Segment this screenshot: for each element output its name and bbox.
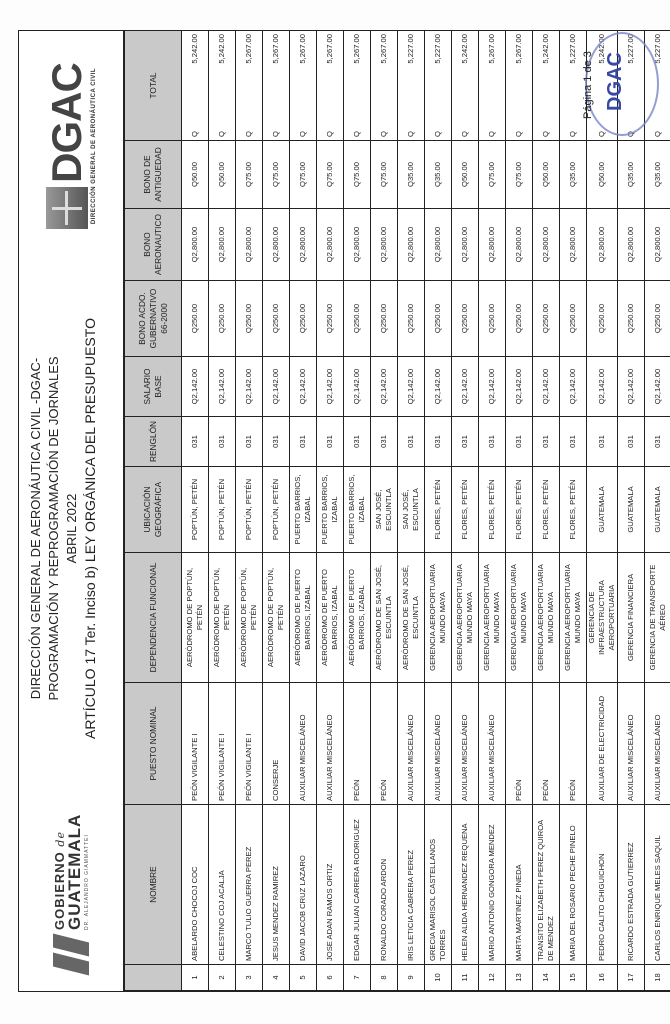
currency-symbol: Q: [352, 131, 361, 137]
cell-bono-ant: Q75.00: [290, 141, 317, 209]
cell-dependencia: AERÓDROMO DE POPTÚN, PETÉN: [263, 553, 290, 683]
cell-renglon: 031: [182, 417, 209, 467]
total-value: 5,242.00: [597, 34, 606, 64]
cell-dependencia: AERÓDROMO DE PUERTO BARRIOS, IZABAL: [290, 553, 317, 683]
cell-nombre: CARLOS ENRIQUE MELES SAQUIL: [645, 805, 670, 965]
cell-nombre: JOSE ADAN RAMOS ORTIZ: [317, 805, 344, 965]
currency-symbol: Q: [298, 131, 307, 137]
cell-ubicacion: POPTÚN, PETÉN: [263, 467, 290, 553]
cell-total: [182, 31, 209, 141]
cell-nombre: JESUS MENDEZ RAMIREZ: [263, 805, 290, 965]
cell-nombre: EDGAR JULIAN CARRERA RODRIGUEZ: [344, 805, 371, 965]
cell-dependencia: AERÓDROMO DE POPTÚN, PETÉN: [236, 553, 263, 683]
cell-renglon: 031: [533, 417, 560, 467]
col-header-dependencia: DEPENDENCIA FUNCIONAL: [125, 553, 182, 683]
total-value: 5,242.00: [190, 34, 199, 64]
cell-bono-acdo: Q250.00: [645, 281, 670, 357]
jornales-table: [124, 30, 670, 991]
cell-renglon: 031: [236, 417, 263, 467]
cell-dependencia: GERENCIA AEROPORTUARIA MUNDO MAYA: [479, 553, 506, 683]
row-number: 4: [263, 965, 290, 991]
cell-salario: Q2,142.00: [506, 357, 533, 417]
table-row: [425, 31, 452, 991]
cell-puesto: PEÓN: [371, 683, 398, 805]
table-row: [479, 31, 506, 991]
cell-puesto: CONSERJE: [263, 683, 290, 805]
total-value: 5,227.00: [626, 34, 635, 64]
cell-salario: Q2,142.00: [533, 357, 560, 417]
currency-symbol: Q: [433, 131, 442, 137]
dgac-logo: [19, 31, 123, 261]
cell-puesto: AUXILIAR MISCELÁNEO: [645, 683, 670, 805]
cell-renglon: 031: [371, 417, 398, 467]
cell-total: [452, 31, 479, 141]
total-value: 5,227.00: [433, 34, 442, 64]
table-row: [236, 31, 263, 991]
currency-symbol: Q: [514, 131, 523, 137]
cell-renglon: 031: [263, 417, 290, 467]
cell-bono-aero: Q2,800.00: [263, 209, 290, 281]
gov-logo-line2: GUATEMALA: [64, 813, 84, 930]
cell-ubicacion: FLORES, PETÉN: [506, 467, 533, 553]
row-number: 5: [290, 965, 317, 991]
cell-renglon: 031: [344, 417, 371, 467]
cell-salario: Q2,142.00: [317, 357, 344, 417]
title-line-1: DIRECCIÓN GENERAL DE AERONÁUTICA CIVIL -DGAC-: [28, 357, 43, 700]
total-value: 5,227.00: [568, 34, 577, 64]
cell-puesto: PEÓN VIGILANTE I: [182, 683, 209, 805]
cell-bono-aero: Q2,800.00: [290, 209, 317, 281]
currency-symbol: Q: [460, 131, 469, 137]
total-value: 5,267.00: [352, 34, 361, 64]
row-number: 11: [452, 965, 479, 991]
cell-bono-ant: Q35.00: [425, 141, 452, 209]
table-row: [371, 31, 398, 991]
cell-salario: Q2,142.00: [398, 357, 425, 417]
row-number: 7: [344, 965, 371, 991]
flag-bars-icon: [53, 938, 89, 971]
cell-renglon: 031: [618, 417, 645, 467]
gov-logo-line3: DR. ALEJANDRO GIAMMATTEI: [83, 834, 90, 930]
cell-salario: Q2,142.00: [371, 357, 398, 417]
cell-puesto: AUXILIAR MISCELÁNEO: [479, 683, 506, 805]
cell-ubicacion: POPTÚN, PETÉN: [236, 467, 263, 553]
cell-dependencia: GERENCIA AEROPORTUARIA MUNDO MAYA: [452, 553, 479, 683]
cell-puesto: PEÓN: [344, 683, 371, 805]
cell-nombre: CELESTINO COJ ACALJA: [209, 805, 236, 965]
table-row: [560, 31, 587, 991]
currency-symbol: Q: [217, 131, 226, 137]
currency-symbol: Q: [626, 131, 635, 137]
row-number: 18: [645, 965, 670, 991]
cell-bono-ant: Q75.00: [317, 141, 344, 209]
table-body: [182, 31, 670, 991]
col-header-bono-ant: BONO DE ANTIGUEDAD: [125, 141, 182, 209]
cell-ubicacion: SAN JOSÉ, ESCUINTLA: [371, 467, 398, 553]
cell-salario: Q2,142.00: [182, 357, 209, 417]
cell-ubicacion: FLORES, PETÉN: [533, 467, 560, 553]
total-value: 5,267.00: [271, 34, 280, 64]
gov-logo-line1: GOBIERNO: [51, 851, 67, 930]
gov-logo-de: de: [53, 831, 67, 847]
row-number: 13: [506, 965, 533, 991]
cell-bono-acdo: Q250.00: [236, 281, 263, 357]
row-number: 16: [587, 965, 618, 991]
cell-dependencia: AERÓDROMO DE POPTÚN, PETÉN: [182, 553, 209, 683]
cell-renglon: 031: [506, 417, 533, 467]
currency-symbol: Q: [190, 131, 199, 137]
gobierno-guatemala-logo: [19, 796, 123, 991]
cell-bono-ant: Q35.00: [618, 141, 645, 209]
cell-ubicacion: GUATEMALA: [645, 467, 670, 553]
table-row: [344, 31, 371, 991]
cell-renglon: 031: [209, 417, 236, 467]
cell-dependencia: AERÓDROMO DE SAN JOSÉ, ESCUINTLA: [398, 553, 425, 683]
row-number: 12: [479, 965, 506, 991]
cell-ubicacion: FLORES, PETÉN: [452, 467, 479, 553]
cell-bono-acdo: Q250.00: [587, 281, 618, 357]
total-value: 5,242.00: [541, 34, 550, 64]
cell-salario: Q2,142.00: [479, 357, 506, 417]
cell-salario: Q2,142.00: [263, 357, 290, 417]
cell-salario: Q2,142.00: [452, 357, 479, 417]
cell-dependencia: GERENCIA AEROPORTUARIA MUNDO MAYA: [425, 553, 452, 683]
cell-ubicacion: FLORES, PETÉN: [560, 467, 587, 553]
cell-bono-acdo: Q250.00: [209, 281, 236, 357]
cell-ubicacion: POPTÚN, PETÉN: [209, 467, 236, 553]
cell-bono-ant: Q75.00: [371, 141, 398, 209]
title-line-4: ARTÍCULO 17 Ter. Inciso b) LEY ORGÁNICA DEL PRESUPUESTO: [82, 318, 98, 739]
cell-puesto: AUXILIAR MISCELÁNEO: [317, 683, 344, 805]
cell-puesto: AUXILIAR MISCELÁNEO: [398, 683, 425, 805]
table-row: [263, 31, 290, 991]
cell-nombre: MARIO ANTONIO GONGORA MENDEZ: [479, 805, 506, 965]
table-row: [317, 31, 344, 991]
cell-bono-aero: Q2,800.00: [587, 209, 618, 281]
currency-symbol: Q: [406, 131, 415, 137]
cell-salario: Q2,142.00: [344, 357, 371, 417]
cell-bono-acdo: Q250.00: [263, 281, 290, 357]
cell-bono-ant: Q75.00: [506, 141, 533, 209]
cell-puesto: AUXILIAR DE ELECTRICIDAD: [587, 683, 618, 805]
table-row: [533, 31, 560, 991]
cell-total: [290, 31, 317, 141]
cell-total: [371, 31, 398, 141]
cell-bono-aero: Q2,800.00: [645, 209, 670, 281]
dgac-logo-subtitle: DIRECCIÓN GENERAL DE AERONÁUTICA CIVIL: [90, 67, 97, 225]
cell-total: [317, 31, 344, 141]
cell-bono-aero: Q2,800.00: [560, 209, 587, 281]
cell-ubicacion: PUERTO BARRIOS, IZABAL: [317, 467, 344, 553]
page-number: Página 1 de 3: [582, 51, 594, 119]
cell-puesto: PEÓN: [533, 683, 560, 805]
cell-bono-aero: Q2,800.00: [506, 209, 533, 281]
currency-symbol: Q: [271, 131, 280, 137]
cell-total: [344, 31, 371, 141]
cell-salario: Q2,142.00: [560, 357, 587, 417]
cell-ubicacion: FLORES, PETÉN: [479, 467, 506, 553]
cell-total: [398, 31, 425, 141]
cell-bono-aero: Q2,800.00: [618, 209, 645, 281]
total-value: 5,267.00: [379, 34, 388, 64]
currency-symbol: Q: [541, 131, 550, 137]
cell-dependencia: AERÓDROMO DE SAN JOSÉ, ESCUINTLA: [371, 553, 398, 683]
cell-bono-aero: Q2,800.00: [533, 209, 560, 281]
row-number: 10: [425, 965, 452, 991]
col-header-number: [125, 965, 182, 991]
cell-renglon: 031: [479, 417, 506, 467]
cell-bono-aero: Q2,800.00: [398, 209, 425, 281]
cell-bono-acdo: Q250.00: [618, 281, 645, 357]
table-row: [209, 31, 236, 991]
cell-renglon: 031: [425, 417, 452, 467]
table-row: [618, 31, 645, 991]
cell-ubicacion: PUERTO BARRIOS, IZABAL: [290, 467, 317, 553]
cell-dependencia: GERENCIA AEROPORTUARIA MUNDO MAYA: [560, 553, 587, 683]
cell-dependencia: AERÓDROMO DE POPTÚN, PETÉN: [209, 553, 236, 683]
table-header-row: [125, 31, 182, 991]
cell-bono-ant: Q75.00: [236, 141, 263, 209]
total-value: 5,267.00: [325, 34, 334, 64]
cell-bono-aero: Q2,800.00: [209, 209, 236, 281]
cell-ubicacion: GUATEMALA: [618, 467, 645, 553]
cell-bono-acdo: Q250.00: [182, 281, 209, 357]
row-number: 2: [209, 965, 236, 991]
stamp-text: DGAC: [604, 52, 626, 111]
total-value: 5,267.00: [298, 34, 307, 64]
cell-bono-acdo: Q250.00: [452, 281, 479, 357]
cell-bono-acdo: Q250.00: [479, 281, 506, 357]
total-value: 5,227.00: [653, 34, 662, 64]
dgac-logo-word: DGAC: [42, 63, 90, 183]
cell-bono-acdo: Q250.00: [371, 281, 398, 357]
row-number: 1: [182, 965, 209, 991]
cell-nombre: MARTA MARTINEZ PINEDA: [506, 805, 533, 965]
cell-nombre: IRIS LETICIA CABRERA PEREZ: [398, 805, 425, 965]
cell-bono-acdo: Q250.00: [317, 281, 344, 357]
col-header-puesto: PUESTO NOMINAL: [125, 683, 182, 805]
cell-salario: Q2,142.00: [587, 357, 618, 417]
cell-puesto: AUXILIAR MISCELÁNEO: [452, 683, 479, 805]
document-header: [19, 31, 124, 991]
cell-bono-ant: Q35.00: [645, 141, 670, 209]
cell-bono-aero: Q2,800.00: [452, 209, 479, 281]
cell-total: [533, 31, 560, 141]
cell-renglon: 031: [560, 417, 587, 467]
cell-renglon: 031: [587, 417, 618, 467]
col-header-total: TOTAL: [125, 31, 182, 141]
cell-bono-ant: Q35.00: [560, 141, 587, 209]
cell-bono-acdo: Q250.00: [533, 281, 560, 357]
cell-bono-ant: Q50.00: [587, 141, 618, 209]
currency-symbol: Q: [325, 131, 334, 137]
cell-renglon: 031: [317, 417, 344, 467]
total-value: 5,242.00: [217, 34, 226, 64]
table-row: [645, 31, 670, 991]
cell-nombre: DAVID JACOB CRUZ LAZARO: [290, 805, 317, 965]
cell-total: [506, 31, 533, 141]
col-header-ubicacion: UBICACIÓN GEOGRÁFICA: [125, 467, 182, 553]
cell-nombre: RICARDO ESTRADA GUTIERREZ: [618, 805, 645, 965]
cell-puesto: AUXILIAR MISCELÁNEO: [290, 683, 317, 805]
cell-bono-acdo: Q250.00: [560, 281, 587, 357]
cell-bono-ant: Q50.00: [209, 141, 236, 209]
cell-nombre: ABELARDO CHOCOJ COC: [182, 805, 209, 965]
cell-nombre: RONALDO CORADO ARDON: [371, 805, 398, 965]
cell-salario: Q2,142.00: [209, 357, 236, 417]
cell-bono-aero: Q2,800.00: [236, 209, 263, 281]
cell-bono-acdo: Q250.00: [344, 281, 371, 357]
cell-ubicacion: POPTÚN, PETÉN: [182, 467, 209, 553]
total-value: 5,267.00: [244, 34, 253, 64]
currency-symbol: Q: [244, 131, 253, 137]
col-header-bono-acdo: BONO ACDO. GUBERNATIVO 66-2000: [125, 281, 182, 357]
cell-renglon: 031: [398, 417, 425, 467]
cell-ubicacion: PUERTO BARRIOS, IZABAL: [344, 467, 371, 553]
cell-ubicacion: SAN JOSÉ, ESCUINTLA: [398, 467, 425, 553]
table-row: [452, 31, 479, 991]
row-number: 14: [533, 965, 560, 991]
table-row: [506, 31, 533, 991]
cell-nombre: MARIA DEL ROSARIO PECHE PINELO: [560, 805, 587, 965]
total-value: 5,267.00: [514, 34, 523, 64]
currency-symbol: Q: [653, 131, 662, 137]
cell-salario: Q2,142.00: [618, 357, 645, 417]
cell-puesto: AUXILIAR MISCELÁNEO: [618, 683, 645, 805]
cell-dependencia: GERENCIA AEROPORTUARIA MUNDO MAYA: [533, 553, 560, 683]
row-number: 6: [317, 965, 344, 991]
cell-bono-aero: Q2,800.00: [317, 209, 344, 281]
cell-dependencia: AERÓDROMO DE PUERTO BARRIOS, IZABAL: [317, 553, 344, 683]
cell-ubicacion: GUATEMALA: [587, 467, 618, 553]
cell-nombre: GRECIA MARISOL CASTELLANOS TORRES: [425, 805, 452, 965]
table-row: [290, 31, 317, 991]
cell-dependencia: GERENCIA DE INFRAESTRUCTURA AEROPORTUARIA: [587, 553, 618, 683]
cell-puesto: PEÓN VIGILANTE I: [236, 683, 263, 805]
col-header-salario: SALARIO BASE: [125, 357, 182, 417]
currency-symbol: Q: [379, 131, 388, 137]
cell-bono-aero: Q2,800.00: [425, 209, 452, 281]
cell-bono-ant: Q75.00: [344, 141, 371, 209]
cell-total: [236, 31, 263, 141]
cell-nombre: MARCO TULIO GUERRA PEREZ: [236, 805, 263, 965]
cell-bono-ant: Q50.00: [182, 141, 209, 209]
cell-nombre: PEDRO CALITO CHIGUICHON: [587, 805, 618, 965]
cell-bono-ant: Q50.00: [533, 141, 560, 209]
cell-bono-aero: Q2,800.00: [344, 209, 371, 281]
cell-total: [209, 31, 236, 141]
currency-symbol: Q: [487, 131, 496, 137]
cell-bono-ant: Q75.00: [263, 141, 290, 209]
cell-bono-acdo: Q250.00: [425, 281, 452, 357]
cell-puesto: PEÓN: [560, 683, 587, 805]
cell-ubicacion: FLORES, PETÉN: [425, 467, 452, 553]
col-header-bono-aero: BONO AERONAUTICO: [125, 209, 182, 281]
cell-bono-aero: Q2,800.00: [182, 209, 209, 281]
cell-puesto: PEÓN VIGILANTE I: [209, 683, 236, 805]
cell-dependencia: AERÓDROMO DE PUERTO BARRIOS, IZABAL: [344, 553, 371, 683]
cell-salario: Q2,142.00: [425, 357, 452, 417]
airplane-icon: [46, 187, 88, 229]
cell-puesto: AUXILIAR MISCELÁNEO: [425, 683, 452, 805]
document: [18, 30, 670, 992]
col-header-nombre: NOMBRE: [125, 805, 182, 965]
cell-dependencia: GERENCIA DE TRANSPORTE AÉREO: [645, 553, 670, 683]
cell-puesto: PEÓN: [506, 683, 533, 805]
cell-salario: Q2,142.00: [290, 357, 317, 417]
cell-bono-acdo: Q250.00: [398, 281, 425, 357]
total-value: 5,242.00: [460, 34, 469, 64]
cell-bono-acdo: Q250.00: [506, 281, 533, 357]
cell-total: [479, 31, 506, 141]
table-row: [398, 31, 425, 991]
currency-symbol: Q: [597, 131, 606, 137]
cell-salario: Q2,142.00: [645, 357, 670, 417]
cell-nombre: HELEN ALIDA HERNANDEZ REQUENA: [452, 805, 479, 965]
row-number: 9: [398, 965, 425, 991]
document-title: [19, 261, 123, 796]
row-number: 17: [618, 965, 645, 991]
row-number: 15: [560, 965, 587, 991]
row-number: 3: [236, 965, 263, 991]
cell-dependencia: GERENCIA AEROPORTUARIA MUNDO MAYA: [506, 553, 533, 683]
cell-salario: Q2,142.00: [236, 357, 263, 417]
cell-dependencia: GERENCIA FINANCIERA: [618, 553, 645, 683]
cell-renglon: 031: [290, 417, 317, 467]
cell-bono-aero: Q2,800.00: [479, 209, 506, 281]
cell-bono-ant: Q75.00: [479, 141, 506, 209]
cell-renglon: 031: [645, 417, 670, 467]
total-value: 5,267.00: [487, 34, 496, 64]
cell-bono-ant: Q50.00: [452, 141, 479, 209]
cell-renglon: 031: [452, 417, 479, 467]
cell-bono-acdo: Q250.00: [290, 281, 317, 357]
cell-bono-ant: Q35.00: [398, 141, 425, 209]
cell-total: [263, 31, 290, 141]
title-line-2: PROGRAMACIÓN Y REPROGRAMACIÓN DE JORNALES: [46, 356, 61, 701]
col-header-renglon: RENGLÓN: [125, 417, 182, 467]
row-number: 8: [371, 965, 398, 991]
title-line-3: ABRIL 2022: [64, 493, 79, 564]
cell-bono-aero: Q2,800.00: [371, 209, 398, 281]
table-row: [587, 31, 618, 991]
total-value: 5,227.00: [406, 34, 415, 64]
table-row: [182, 31, 209, 991]
cell-total: [425, 31, 452, 141]
cell-nombre: TRANSITO ELIZABETH PEREZ QUIROA DE MENDEZ: [533, 805, 560, 965]
currency-symbol: Q: [568, 131, 577, 137]
